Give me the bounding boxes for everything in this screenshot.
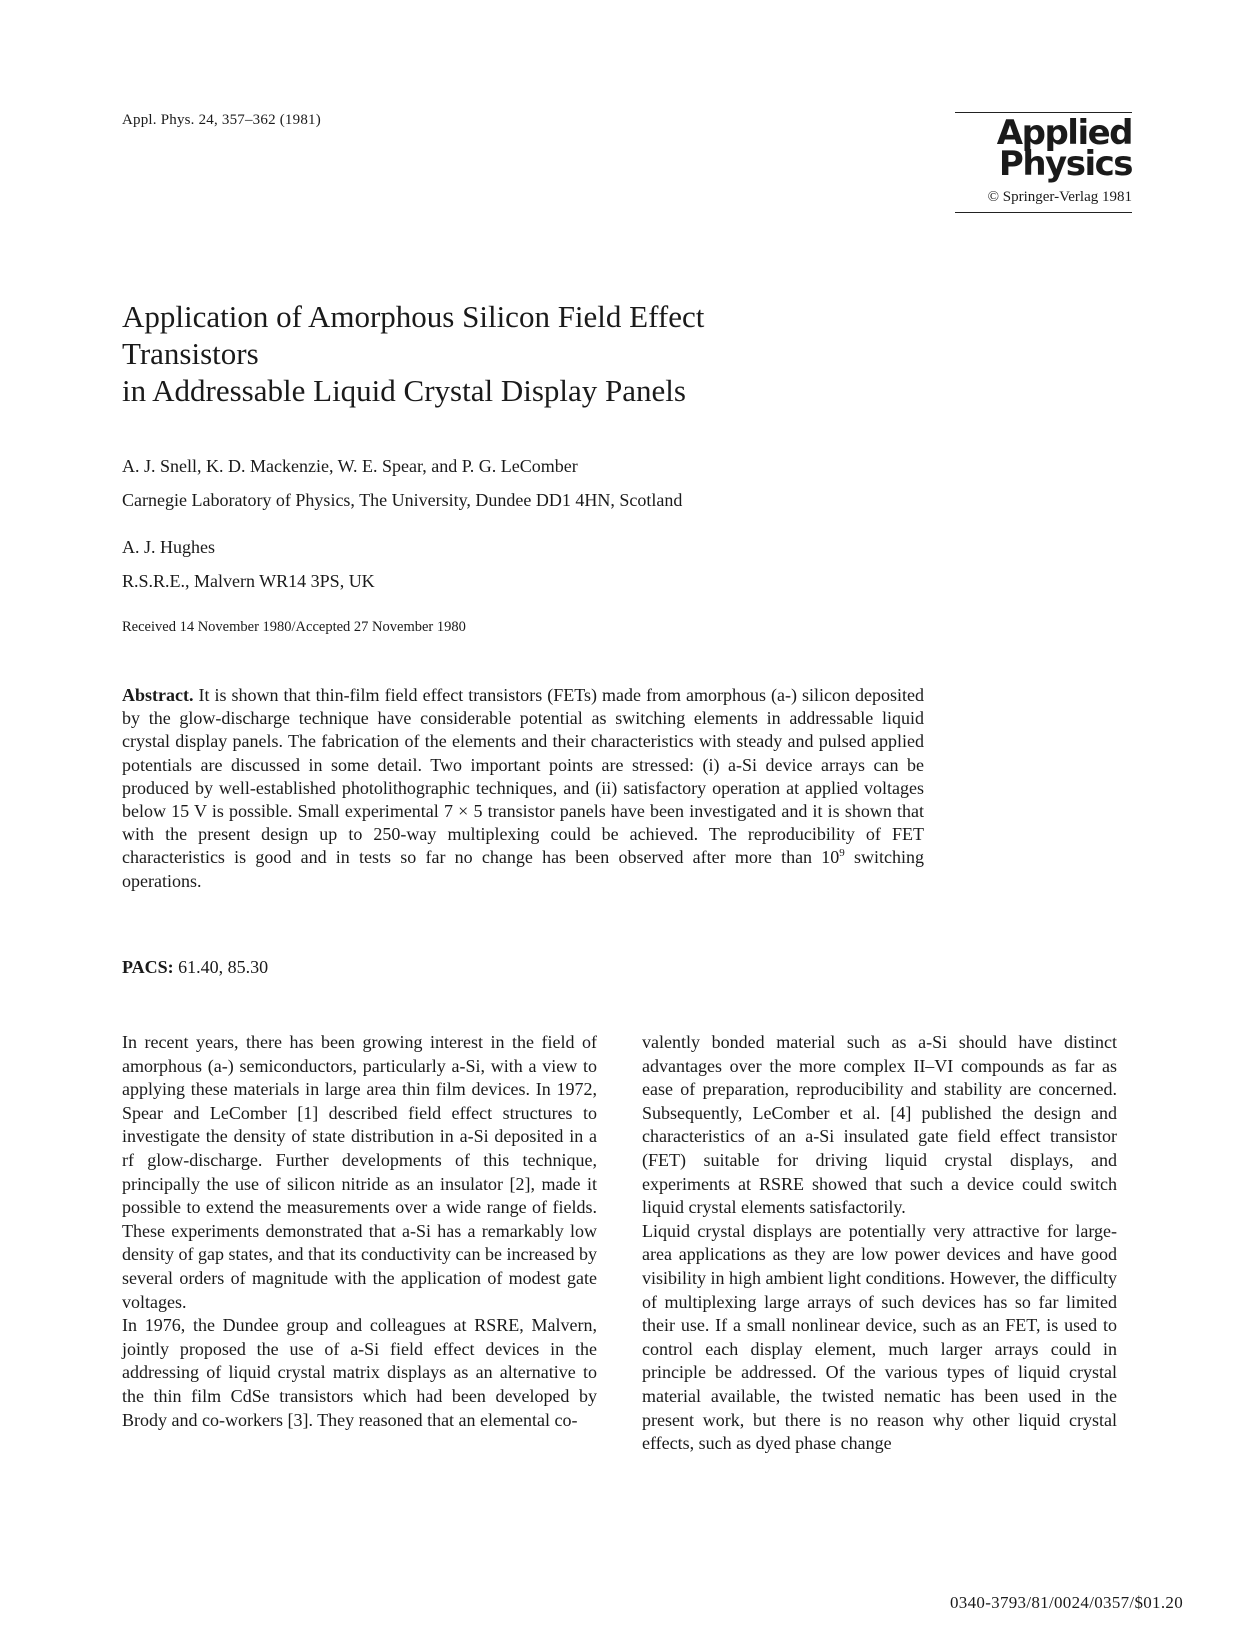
- author-hughes: A. J. Hughes: [122, 537, 215, 557]
- affiliation-rsre: R.S.R.E., Malvern WR14 3PS, UK: [122, 571, 375, 591]
- body-paragraph: In 1976, the Dundee group and colleagues at RSRE, Malvern, jointly proposed the use of a-Si field effect devices in the addressing of liquid crystal matrix displays as an alternative to the thin film CdSe transistors which had been developed by Brody and co-workers [3]. They reasoned that an elemental co-: [122, 1315, 597, 1430]
- journal-citation: Appl. Phys. 24, 357–362 (1981): [122, 112, 321, 128]
- title-line-3: in Addressable Liquid Crystal Display Panels: [122, 373, 686, 408]
- abstract-text: It is shown that thin-film field effect transistors (FETs) made from amorphous (a-) silicon deposited by the glow-discharge technique have considerable potential as switching elements in addressable liquid crystal display panels. The fabrication of the elements and their characteristics with steady and pulsed applied potentials are discussed in some detail. Two important points are stressed: (i) a-Si device arrays can be produced by well-established photolithographic techniques, and (ii) satisfactory operation at applied voltages below 15 V is possible. Small experimental 7 × 5 transistor panels have been investigated and it is shown that with the present design up to 250-way multiplexing could be achieved. The reproducibility of FET characteristics is good and in tests so far no change has been observed after more than 10: [122, 685, 924, 868]
- logo-wordmark: [955, 113, 1132, 184]
- body-paragraph: In recent years, there has been growing interest in the field of amorphous (a-) semiconductors, particularly a-Si, with a view to applying these materials in large area thin film devices. In 1972, Spear and LeComber [1] described field effect structures to investigate the density of state distribution in a-Si deposited in a rf glow-discharge. Further developments of this technique, principally the use of silicon nitride as an insulator [2], made it possible to extend the measurements over a wide range of fields. These experiments demonstrated that a-Si has a remarkably low density of gap states, and that its conductivity can be increased by several orders of magnitude with the application of modest gate voltages.: [122, 1032, 597, 1312]
- body-paragraph: Liquid crystal displays are potentially very attractive for large-area applications as they are low power devices and have good visibility in high ambient light conditions. However, the difficulty of multiplexing large arrays of such devices has so far limited their use. If a small nonlinear device, such as an FET, is used to control each display element, much larger arrays could in principle be addressed. Of the various types of liquid crystal material available, the twisted nematic has been used in the present work, but there is no reason why other liquid crystal effects, such as dyed phase change: [642, 1220, 1117, 1454]
- title-line-1: Application of Amorphous Silicon Field Effect: [122, 299, 705, 334]
- logo-bottom-rule: [955, 212, 1132, 213]
- body-column-right: [642, 1031, 1117, 1456]
- body-column-left: [122, 1031, 597, 1432]
- author-list: A. J. Snell, K. D. Mackenzie, W. E. Spear, and P. G. LeComber: [122, 456, 578, 476]
- pacs-codes: [122, 957, 268, 978]
- paper-title: [122, 298, 822, 409]
- pacs-value: 61.40, 85.30: [173, 957, 269, 977]
- journal-logo: [955, 112, 1132, 213]
- logo-line-1: Applied: [996, 113, 1132, 153]
- publisher-copyright: © Springer-Verlag 1981: [987, 189, 1132, 205]
- abstract-exponent: 9: [839, 847, 845, 860]
- abstract: [122, 684, 924, 893]
- received-dates: Received 14 November 1980/Accepted 27 November 1980: [122, 619, 466, 635]
- body-paragraph: valently bonded material such as a-Si should have distinct advantages over the more complex II–VI compounds as far as ease of preparation, reproducibility and stability are concerned. Subsequently, LeComber et al. [4] published the design and characteristics of an a-Si insulated gate field effect transistor (FET) suitable for driving liquid crystal displays, and experiments at RSRE showed that such a device could switch liquid crystal elements satisfactorily.: [642, 1032, 1117, 1218]
- article-identifier: 0340-3793/81/0024/0357/$01.20: [950, 1593, 1184, 1612]
- abstract-label: Abstract.: [122, 685, 194, 705]
- logo-line-2: Physics: [998, 144, 1132, 184]
- abstract-text-end: switching operations.: [122, 847, 924, 891]
- pacs-label: PACS:: [122, 957, 174, 977]
- title-line-2: Transistors: [122, 336, 259, 371]
- affiliation-dundee: Carnegie Laboratory of Physics, The University, Dundee DD1 4HN, Scotland: [122, 490, 683, 510]
